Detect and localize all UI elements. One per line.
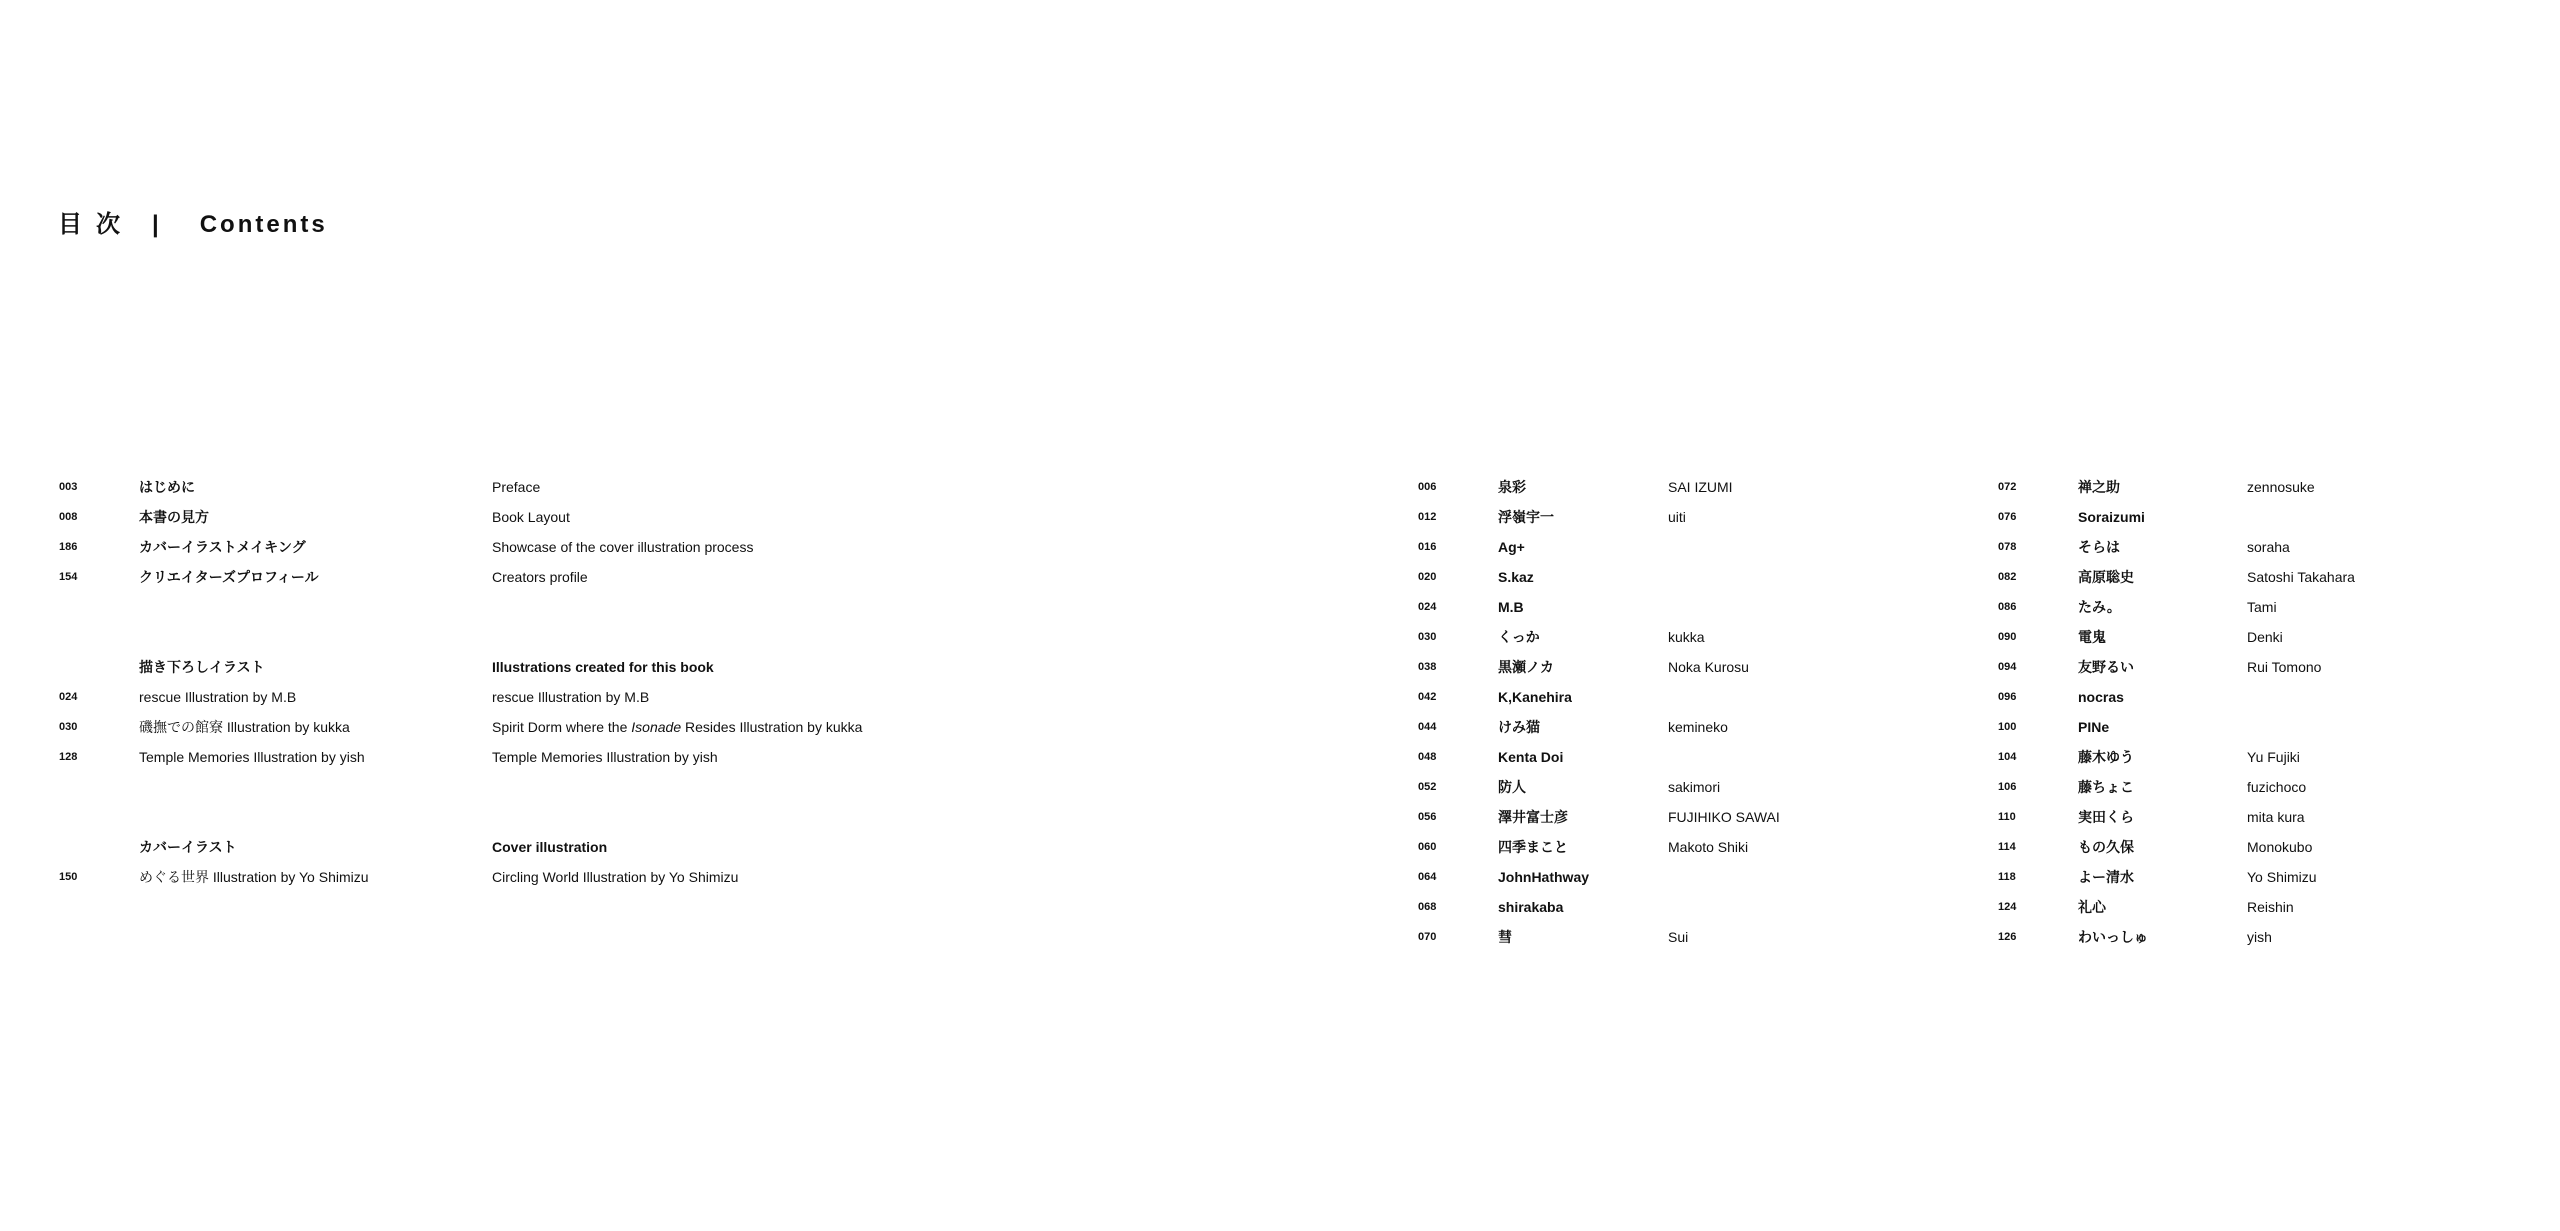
- entry-jp: 磯撫での館寮 Illustration by kukka: [139, 719, 350, 735]
- title-separator: |: [152, 211, 162, 238]
- creator-name-jp: もの久保: [2078, 839, 2134, 855]
- page-number: 128: [59, 751, 78, 763]
- page-number: 016: [1418, 541, 1437, 553]
- page-number: 150: [59, 871, 78, 883]
- creator-name-en: Denki: [2247, 629, 2283, 645]
- creator-name-jp: Soraizumi: [2078, 509, 2145, 525]
- page-number: 006: [1418, 481, 1437, 493]
- page-number: 090: [1998, 631, 2017, 643]
- creator-name-en: Makoto Shiki: [1668, 839, 1749, 855]
- creator-name-jp: 礼心: [2078, 899, 2106, 915]
- creator-name-jp: 藤ちょこ: [2078, 779, 2134, 795]
- creator-name-en: fuzichoco: [2247, 779, 2307, 795]
- creator-name-jp: PINe: [2078, 719, 2110, 735]
- creator-name-jp: 高原聡史: [2078, 569, 2134, 585]
- page-number: 126: [1998, 931, 2017, 943]
- page-number: 052: [1418, 781, 1437, 793]
- creator-name-jp: たみ。: [2078, 599, 2121, 615]
- creator-name-jp: 彗: [1498, 929, 1512, 945]
- page-number: 114: [1998, 841, 2016, 853]
- entry-en: Preface: [492, 479, 541, 495]
- creator-name-jp: nocras: [2078, 689, 2124, 705]
- page-number: 030: [59, 721, 78, 733]
- page-number: 072: [1998, 481, 2017, 493]
- creator-name-jp: 浮嶺宇一: [1498, 509, 1554, 525]
- creator-name-jp: K,Kanehira: [1498, 689, 1572, 705]
- creator-name-en: Tami: [2247, 599, 2277, 615]
- creator-name-jp: shirakaba: [1498, 899, 1564, 915]
- creator-name-en: SAI IZUMI: [1668, 479, 1733, 495]
- creator-name-en: Rui Tomono: [2247, 659, 2322, 675]
- creator-name-en: Reishin: [2247, 899, 2294, 915]
- page-number: 012: [1418, 511, 1437, 523]
- creator-name-jp: M.B: [1498, 599, 1524, 615]
- creator-name-en: Yu Fujiki: [2247, 749, 2300, 765]
- creator-name-jp: 実田くら: [2078, 809, 2134, 825]
- page-number: 118: [1998, 871, 2016, 883]
- page-number: 048: [1418, 751, 1437, 763]
- creator-name-jp: 藤木ゆう: [2078, 749, 2134, 765]
- entry-jp: はじめに: [139, 479, 195, 495]
- creator-name-jp: 禅之助: [2078, 479, 2120, 495]
- section-heading-en: Illustrations created for this book: [492, 659, 714, 675]
- page-number: 154: [59, 571, 78, 583]
- title-en: Contents: [199, 211, 328, 238]
- creator-name-jp: わいっしゅ: [2078, 929, 2148, 945]
- page-number: 106: [1998, 781, 2017, 793]
- page-number: 003: [59, 481, 78, 493]
- creator-name-en: kemineko: [1668, 719, 1728, 735]
- creator-name-jp: JohnHathway: [1498, 869, 1590, 885]
- page-number: 186: [59, 541, 78, 553]
- entry-en: Showcase of the cover illustration process: [492, 539, 754, 555]
- page-number: 060: [1418, 841, 1437, 853]
- creator-name-en: zennosuke: [2247, 479, 2315, 495]
- entry-en: Creators profile: [492, 569, 588, 585]
- page-title: [58, 204, 328, 239]
- creator-name-en: sakimori: [1668, 779, 1721, 795]
- creator-name-jp: 黒瀬ノカ: [1498, 659, 1554, 675]
- creator-name-jp: くっか: [1498, 629, 1540, 645]
- entry-en: rescue Illustration by M.B: [492, 689, 650, 705]
- creator-name-jp: 防人: [1498, 779, 1526, 795]
- page-number: 086: [1998, 601, 2017, 613]
- creator-name-en: kukka: [1668, 629, 1705, 645]
- entry-en-part: Spirit Dorm where the: [492, 719, 632, 735]
- creator-name-jp: けみ猫: [1498, 719, 1540, 735]
- entry-en-italic: Isonade: [631, 719, 682, 735]
- page-number: 070: [1418, 931, 1437, 943]
- creator-name-jp: S.kaz: [1498, 569, 1534, 585]
- title-jp: 目次: [58, 211, 134, 238]
- entry-en: Book Layout: [492, 509, 570, 525]
- entry-en: Circling World Illustration by Yo Shimizu: [492, 869, 739, 885]
- creator-name-en: mita kura: [2247, 809, 2305, 825]
- creator-name-en: Satoshi Takahara: [2247, 569, 2355, 585]
- creator-name-jp: そらは: [2078, 539, 2120, 555]
- page-number: 078: [1998, 541, 2017, 553]
- page-number: 030: [1418, 631, 1437, 643]
- creator-name-en: soraha: [2247, 539, 2290, 555]
- page-number: 024: [1418, 601, 1437, 613]
- entry-jp: 本書の見方: [139, 509, 209, 525]
- page-number: 076: [1998, 511, 2017, 523]
- page-number: 008: [59, 511, 78, 523]
- creator-name-jp: 澤井富士彦: [1498, 809, 1568, 825]
- entry-jp: rescue Illustration by M.B: [139, 689, 297, 705]
- entry-jp: クリエイターズプロフィール: [139, 569, 319, 585]
- creator-name-en: Sui: [1668, 929, 1689, 945]
- creator-name-en: FUJIHIKO SAWAI: [1668, 809, 1780, 825]
- section-heading-jp: カバーイラスト: [139, 839, 237, 855]
- entry-jp: カバーイラストメイキング: [139, 539, 306, 555]
- page-number: 064: [1418, 871, 1437, 883]
- page-number: 096: [1998, 691, 2017, 703]
- creator-name-en: Yo Shimizu: [2247, 869, 2317, 885]
- creator-name-jp: 泉彩: [1498, 479, 1526, 495]
- creator-name-jp: Ag+: [1498, 539, 1525, 555]
- entry-en: Temple Memories Illustration by yish: [492, 749, 718, 765]
- page-number: 104: [1998, 751, 2017, 763]
- creator-name-jp: Kenta Doi: [1498, 749, 1564, 765]
- creator-name-jp: よー清水: [2078, 869, 2134, 885]
- page-number: 110: [1998, 811, 2016, 823]
- page-number: 082: [1998, 571, 2017, 583]
- entry-jp: めぐる世界 Illustration by Yo Shimizu: [139, 869, 369, 885]
- page-number: 038: [1418, 661, 1437, 673]
- page-number: 020: [1418, 571, 1437, 583]
- page-number: 044: [1418, 721, 1437, 733]
- creator-name-en: uiti: [1668, 509, 1686, 525]
- entry-en: [492, 712, 862, 742]
- creator-name-jp: 友野るい: [2078, 659, 2134, 675]
- creator-name-en: Monokubo: [2247, 839, 2313, 855]
- page-number: 056: [1418, 811, 1437, 823]
- page-number: 094: [1998, 661, 2017, 673]
- section-heading-en: Cover illustration: [492, 839, 608, 855]
- page-number: 100: [1998, 721, 2017, 733]
- section-heading-jp: 描き下ろしイラスト: [139, 659, 265, 675]
- creator-name-jp: 四季まこと: [1498, 839, 1568, 855]
- creator-name-jp: 電鬼: [2078, 629, 2106, 645]
- entry-jp: Temple Memories Illustration by yish: [139, 749, 365, 765]
- creator-name-en: yish: [2247, 929, 2272, 945]
- entry-en-part: Resides Illustration by kukka: [681, 719, 863, 735]
- page-number: 124: [1998, 901, 2017, 913]
- page-number: 042: [1418, 691, 1437, 703]
- page-number: 024: [59, 691, 78, 703]
- creator-name-en: Noka Kurosu: [1668, 659, 1749, 675]
- page-number: 068: [1418, 901, 1437, 913]
